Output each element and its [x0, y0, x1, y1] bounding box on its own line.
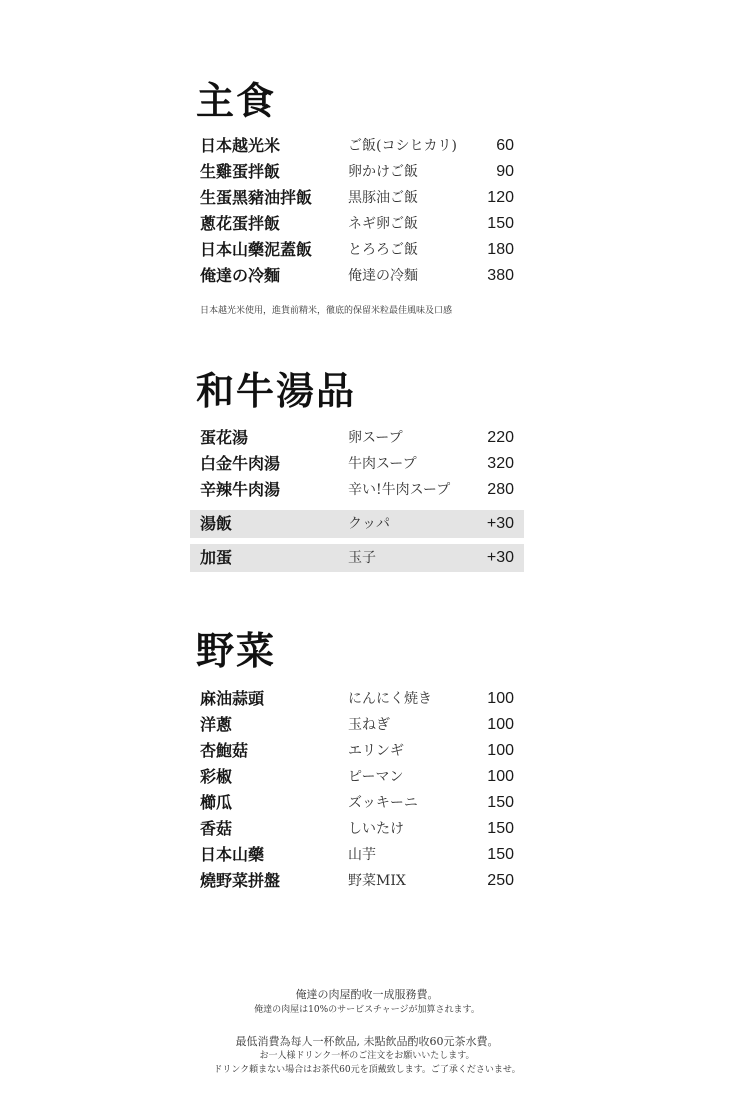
addon-item: [190, 544, 524, 572]
menu-item: [190, 686, 524, 712]
item-name-zh: 麻油蒜頭: [200, 689, 265, 708]
section-title-staple: 主食: [196, 78, 277, 123]
section-title-soup: 和牛湯品: [196, 368, 357, 413]
item-name-jp: 俺達の冷麵: [348, 268, 418, 284]
item-name-jp: 山芋: [348, 847, 376, 863]
item-price: 150: [487, 794, 514, 811]
section-title-vegetables: 野菜: [196, 628, 277, 673]
item-price: 100: [487, 716, 514, 733]
rice-note: 日本越光米使用，進貨前精米，徹底的保留米粒最佳風味及口感: [200, 306, 453, 316]
menu-item: [190, 211, 524, 237]
item-name-zh: 香菇: [200, 819, 233, 838]
menu-item: [190, 712, 524, 738]
item-name-jp: 牛肉スープ: [348, 456, 417, 472]
menu-item: [190, 425, 524, 451]
item-name-zh: 俺達の冷麵: [200, 266, 281, 285]
item-name-zh: 櫛瓜: [200, 793, 233, 812]
item-price: 380: [487, 267, 514, 284]
menu-item: [190, 816, 524, 842]
item-name-zh: 杏鮑菇: [200, 741, 249, 760]
item-price: 150: [487, 215, 514, 232]
item-price: 180: [487, 241, 514, 258]
item-name-zh: 日本山藥泥蓋飯: [200, 240, 313, 259]
menu-item: [190, 764, 524, 790]
item-price: 100: [487, 768, 514, 785]
item-name-jp: ズッキーニ: [348, 795, 418, 811]
item-price: +30: [486, 549, 514, 566]
item-name-jp: 玉ねぎ: [348, 717, 390, 733]
item-name-jp: にんにく焼き: [348, 691, 432, 707]
item-name-zh: 加蛋: [200, 548, 233, 567]
item-name-zh: 蛋花湯: [200, 428, 249, 447]
item-price: 90: [496, 163, 514, 180]
menu-item: [190, 868, 524, 894]
menu-item: [190, 237, 524, 263]
footer-minimum-zh: 最低消費為每人一杯飲品, 未點飲品酌收60元茶水費。: [235, 1035, 499, 1048]
item-name-jp: 玉子: [348, 550, 376, 566]
footer-minimum-jp1: お一人様ドリンク一杯のご注文をお願いいたします。: [259, 1051, 475, 1061]
item-name-jp: ピーマン: [348, 769, 404, 785]
item-price: 100: [487, 742, 514, 759]
item-price: 150: [487, 820, 514, 837]
item-price: 60: [496, 137, 514, 154]
menu-item: [190, 159, 524, 185]
item-name-zh: 蔥花蛋拌飯: [200, 214, 281, 233]
item-name-jp: 辛い!牛肉スープ: [348, 482, 451, 498]
item-price: 100: [487, 690, 514, 707]
item-name-jp: しいたけ: [348, 821, 404, 837]
footer-service-jp: 俺達の肉屋は10%のサービスチャージが加算されます。: [254, 1005, 480, 1015]
item-name-jp: エリンギ: [348, 743, 404, 759]
item-name-jp: 黒豚油ご飯: [348, 190, 418, 206]
item-name-jp: ご飯(コシヒカリ): [348, 138, 457, 154]
addon-item: [190, 510, 524, 538]
item-name-zh: 生蛋黑豬油拌飯: [200, 188, 313, 207]
item-price: 120: [487, 189, 514, 206]
menu-item: [190, 477, 524, 503]
item-name-jp: 卵かけご飯: [348, 164, 418, 180]
item-name-zh: 日本越光米: [200, 136, 281, 155]
item-name-jp: ネギ卵ご飯: [348, 216, 418, 232]
menu-item: [190, 451, 524, 477]
footer-minimum-jp2: ドリンク頼まない場合はお茶代60元を頂戴致します。ご了承くださいませ。: [213, 1065, 521, 1075]
item-price: 320: [487, 455, 514, 472]
item-price: 250: [487, 872, 514, 889]
item-name-zh: 湯飯: [200, 514, 233, 533]
menu-item: [190, 185, 524, 211]
item-price: 280: [487, 481, 514, 498]
item-price: 150: [487, 846, 514, 863]
item-name-jp: 卵スープ: [348, 430, 403, 446]
item-name-zh: 燒野菜拼盤: [200, 871, 281, 890]
menu-item: [190, 790, 524, 816]
item-name-jp: 野菜MIX: [348, 873, 406, 889]
menu-item: [190, 133, 524, 159]
item-name-zh: 彩椒: [200, 767, 233, 786]
menu-item: [190, 738, 524, 764]
item-name-zh: 白金牛肉湯: [200, 454, 281, 473]
item-name-zh: 日本山藥: [200, 845, 265, 864]
item-name-jp: クッパ: [348, 516, 390, 532]
item-price: +30: [486, 515, 514, 532]
footer-service-zh: 俺達の肉屋酌收一成服務費。: [295, 988, 439, 1001]
item-name-zh: 生雞蛋拌飯: [200, 162, 281, 181]
menu-item: [190, 263, 524, 289]
item-name-jp: とろろご飯: [348, 242, 418, 258]
item-name-zh: 辛辣牛肉湯: [200, 480, 281, 499]
item-name-zh: 洋蔥: [200, 715, 233, 734]
menu-item: [190, 842, 524, 868]
item-price: 220: [487, 429, 514, 446]
